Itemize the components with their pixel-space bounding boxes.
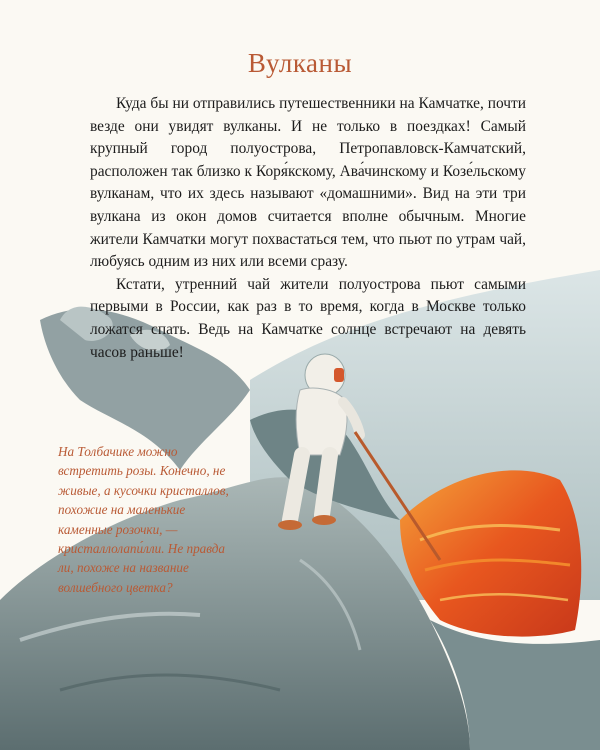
- page-title: Вулканы: [247, 48, 353, 78]
- paragraph: Куда бы ни отправились путешественники на Камчатке, почти везде они увидят вулканы. И не только в поездках! Самый крупный город полуострова, Петропавловск-Камчатский, расположен так близко к Коря́кскому, Ава́чинскому и Козе́льскому вулканам, что их здесь называют «домашними». Вид на эти три вулкана из окон домов считается вполне обычным. Многие жители Камчатки могут похвастаться тем, что пьют по утрам чай, любуясь одним из них или всеми сразу.: [90, 95, 526, 271]
- paragraph: Кстати, утренний чай жители полуострова пьют самыми первыми в России, как раз в то время, когда в Москве только ложатся спать. Ведь на Камчатке солнце встречают на девять часов раньше!: [90, 275, 526, 361]
- body-text: [90, 93, 526, 364]
- illustration-caption: На Толбачике можно встретить розы. Конечно, не живые, а кусочки кристаллов, похожие на маленькие каменные розочки, — кристаллолапи́лли. Не правда ли, похоже на название волшебного цветка?: [58, 444, 229, 595]
